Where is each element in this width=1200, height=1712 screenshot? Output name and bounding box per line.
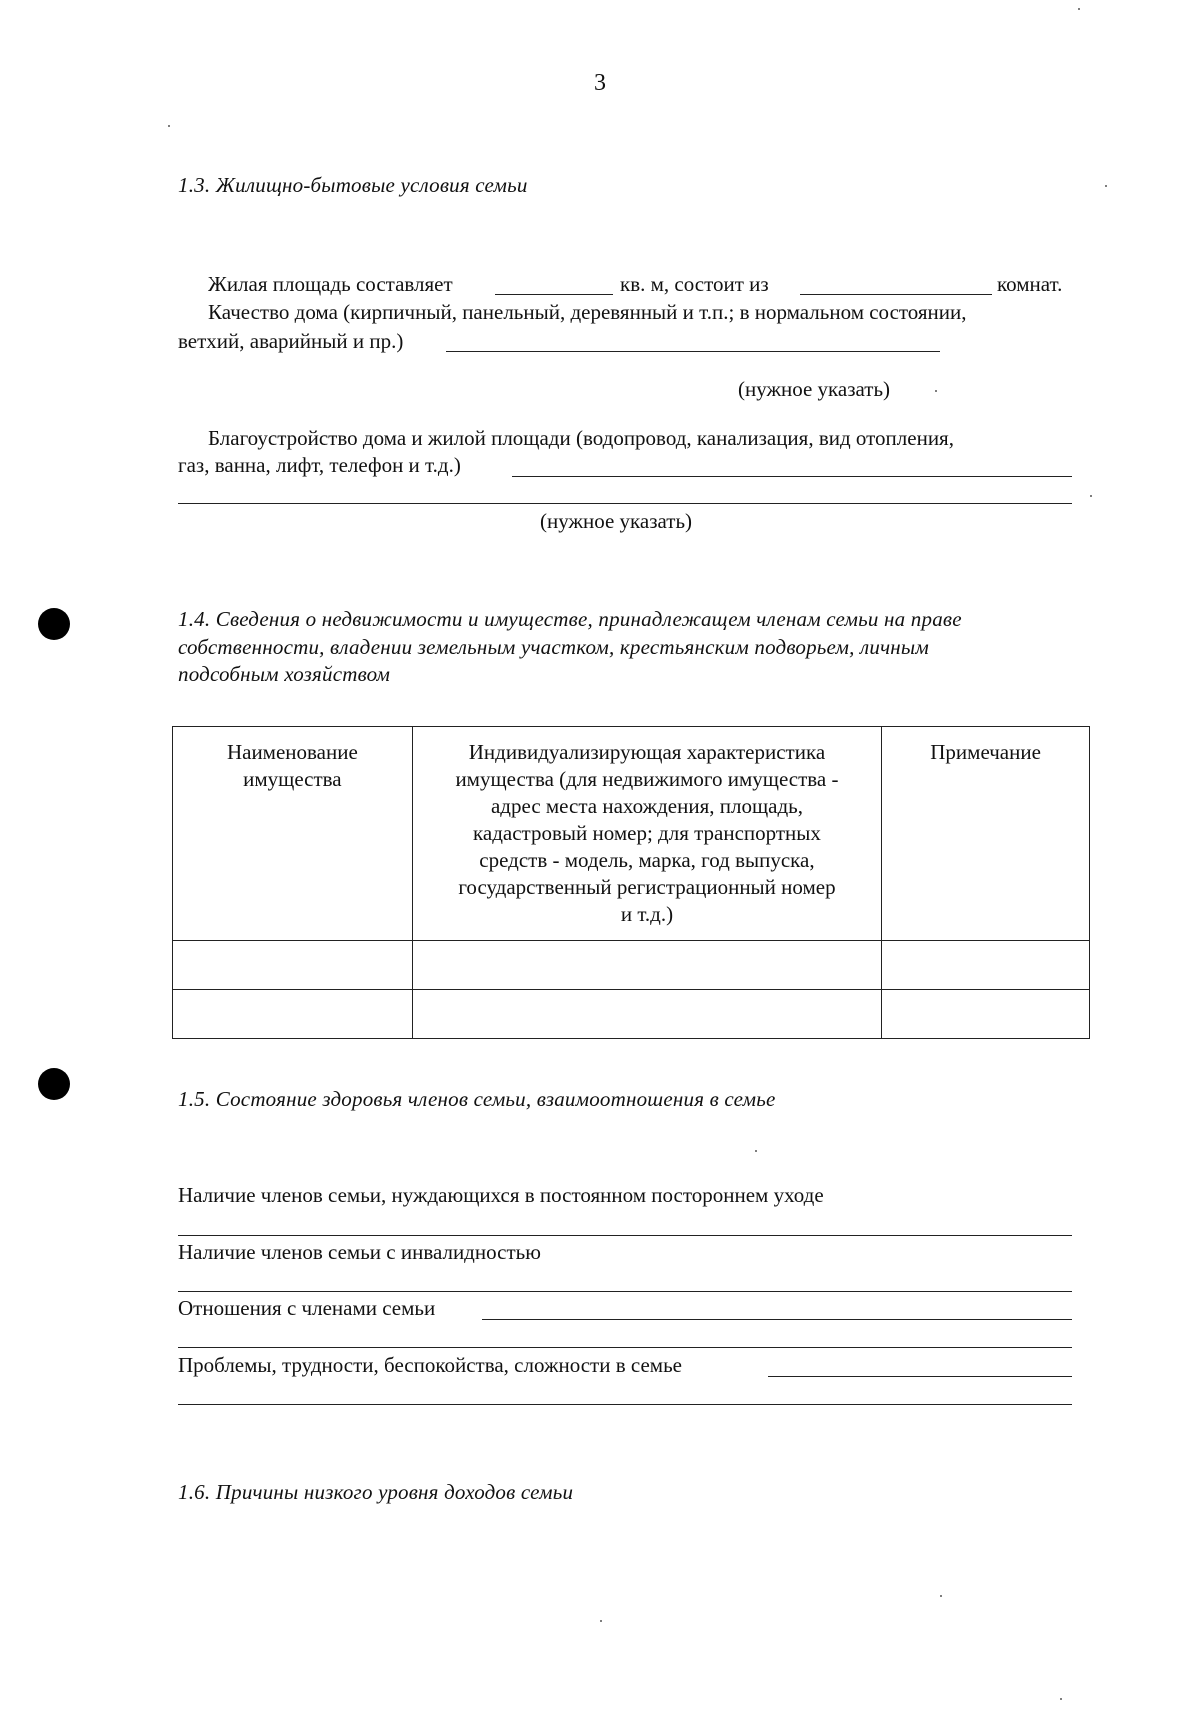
living-area-label: Жилая площадь составляет bbox=[208, 272, 453, 296]
section-1-4-title-line3: подсобным хозяйством bbox=[178, 662, 391, 686]
living-area-sqm-unit: кв. м, состоит из bbox=[620, 272, 769, 296]
scan-speck bbox=[940, 1595, 942, 1597]
punch-hole-mark-top bbox=[38, 608, 70, 640]
rooms-unit: комнат. bbox=[997, 272, 1063, 296]
scan-speck bbox=[935, 390, 937, 392]
column-header-line: Примечание bbox=[930, 740, 1041, 764]
table-cell[interactable] bbox=[882, 990, 1090, 1039]
relations-field-line2[interactable] bbox=[178, 1347, 1072, 1348]
column-header-line: кадастровый номер; для транспортных bbox=[473, 821, 821, 845]
column-header-line: государственный регистрационный номер bbox=[458, 875, 836, 899]
care-needed-field[interactable] bbox=[178, 1235, 1072, 1236]
rooms-count-field[interactable] bbox=[800, 294, 992, 295]
specify-note-house: (нужное указать) bbox=[738, 377, 891, 401]
scan-speck bbox=[755, 1150, 757, 1152]
relations-label: Отношения с членами семьи bbox=[178, 1296, 436, 1320]
table-cell[interactable] bbox=[412, 941, 881, 990]
house-quality-field[interactable] bbox=[446, 351, 940, 352]
table-cell[interactable] bbox=[882, 941, 1090, 990]
table-cell[interactable] bbox=[412, 990, 881, 1039]
section-1-4-title-line2: собственности, владении земельным участком, крестьянским подворьем, личным bbox=[178, 635, 929, 659]
column-header-line: адрес места нахождения, площадь, bbox=[490, 794, 803, 818]
disability-field[interactable] bbox=[178, 1291, 1072, 1292]
problems-field[interactable] bbox=[768, 1376, 1072, 1377]
section-1-4-title: 1.4. Сведения о недвижимости и имуществе, принадлежащем членам семьи на праве bbox=[178, 607, 962, 631]
care-needed-label: Наличие членов семьи, нуждающихся в постоянном постороннем уходе bbox=[178, 1183, 824, 1207]
amenities-label: Благоустройство дома и жилой площади (водопровод, канализация, вид отопления, bbox=[208, 426, 954, 450]
disability-label: Наличие членов семьи с инвалидностью bbox=[178, 1240, 541, 1264]
scan-speck bbox=[1090, 495, 1092, 497]
table-row bbox=[173, 941, 1090, 990]
property-table-header-row bbox=[173, 727, 1090, 941]
living-area-sqm-field[interactable] bbox=[495, 294, 613, 295]
column-header-line: Индивидуализирующая характеристика bbox=[468, 740, 826, 764]
section-1-6-title: 1.6. Причины низкого уровня доходов семьи bbox=[178, 1480, 574, 1504]
column-header-line: средств - модель, марка, год выпуска, bbox=[479, 848, 815, 872]
scan-speck bbox=[1060, 1698, 1062, 1700]
amenities-field[interactable] bbox=[512, 476, 1072, 477]
column-header-line: Наименование bbox=[226, 740, 358, 764]
column-header-line: имущества (для недвижимого имущества - bbox=[455, 767, 839, 791]
column-header-line: имущества bbox=[243, 767, 342, 791]
specify-note-amenities: (нужное указать) bbox=[540, 509, 693, 533]
problems-label: Проблемы, трудности, беспокойства, сложности в семье bbox=[178, 1353, 682, 1377]
problems-field-line2[interactable] bbox=[178, 1404, 1072, 1405]
column-header-characteristics bbox=[412, 727, 881, 941]
column-header-note bbox=[882, 727, 1090, 941]
scan-speck bbox=[600, 1620, 602, 1622]
table-cell[interactable] bbox=[173, 990, 413, 1039]
scan-speck bbox=[1105, 185, 1107, 187]
scan-speck bbox=[168, 125, 170, 127]
scan-speck bbox=[1078, 8, 1080, 10]
section-1-5-title: 1.5. Состояние здоровья членов семьи, взаимоотношения в семье bbox=[178, 1087, 776, 1111]
column-header-property-name bbox=[173, 727, 413, 941]
page-number: 3 bbox=[594, 70, 606, 96]
column-header-line: и т.д.) bbox=[620, 902, 674, 926]
house-quality-label-cont: ветхий, аварийный и пр.) bbox=[178, 329, 404, 353]
section-1-3-title: 1.3. Жилищно-бытовые условия семьи bbox=[178, 173, 528, 197]
property-table bbox=[172, 726, 1090, 1039]
punch-hole-mark-bottom bbox=[38, 1068, 70, 1100]
table-cell[interactable] bbox=[173, 941, 413, 990]
relations-field[interactable] bbox=[482, 1319, 1072, 1320]
amenities-field-line2[interactable] bbox=[178, 503, 1072, 504]
table-row bbox=[173, 990, 1090, 1039]
amenities-label-cont: газ, ванна, лифт, телефон и т.д.) bbox=[178, 453, 461, 477]
house-quality-label: Качество дома (кирпичный, панельный, деревянный и т.п.; в нормальном состоянии, bbox=[208, 300, 967, 324]
